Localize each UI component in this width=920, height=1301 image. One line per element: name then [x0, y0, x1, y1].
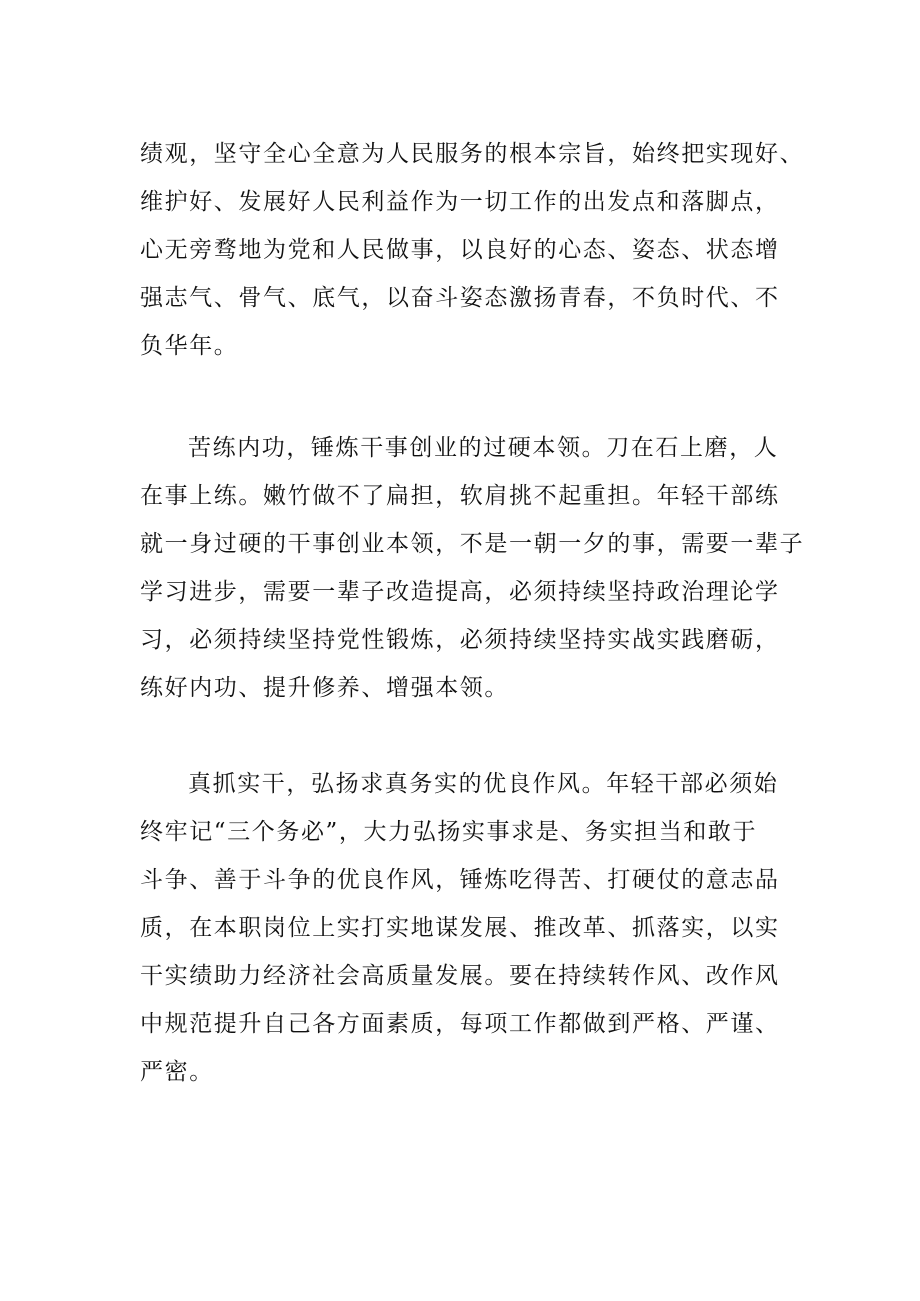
paragraph-2 [140, 424, 804, 712]
paragraph-line: 在事上练。嫩竹做不了扁担，软肩挑不起重担。年轻干部练 [140, 483, 780, 509]
paragraph-line: 终牢记“三个务必”，大力弘扬实事求是、务实担当和敢于 [140, 819, 758, 845]
paragraph-line: 绩观，坚守全心全意为人民服务的根本宗旨，始终把实现好、 [140, 141, 805, 167]
paragraph-line: 学习进步，需要一辈子改造提高，必须持续坚持政治理论学 [140, 579, 780, 605]
paragraph-first-line: 真抓实干，弘扬求真务实的优良作风。年轻干部必须始 [188, 771, 779, 797]
paragraph-1 [140, 130, 804, 370]
paragraph-first-line: 苦练内功，锤炼干事创业的过硬本领。刀在石上磨，人 [188, 435, 779, 461]
paragraph-line: 就一身过硬的干事创业本领，不是一朝一夕的事，需要一辈子 [140, 531, 805, 557]
paragraph-line: 质，在本职岗位上实打实地谋发展、推改革、抓落实，以实 [140, 915, 780, 941]
paragraph-line: 习，必须持续坚持党性锻炼，必须持续坚持实战实践磨砺， [140, 627, 780, 653]
paragraph-line: 严密。 [140, 1059, 214, 1085]
paragraph-line: 负华年。 [140, 333, 239, 359]
paragraph-line: 中规范提升自己各方面素质，每项工作都做到严格、严谨、 [140, 1011, 780, 1037]
paragraph-line: 强志气、骨气、底气，以奋斗姿态激扬青春，不负时代、不 [140, 285, 780, 311]
paragraph-line: 练好内功、提升修养、增强本领。 [140, 675, 509, 701]
paragraph-3 [140, 760, 780, 1096]
paragraph-line: 维护好、发展好人民利益作为一切工作的出发点和落脚点， [140, 189, 780, 215]
paragraph-line: 心无旁骛地为党和人民做事，以良好的心态、姿态、状态增 [140, 237, 780, 263]
paragraph-line: 斗争、善于斗争的优良作风，锤炼吃得苦、打硬仗的意志品 [140, 867, 780, 893]
paragraph-line: 干实绩助力经济社会高质量发展。要在持续转作风、改作风 [140, 963, 780, 989]
